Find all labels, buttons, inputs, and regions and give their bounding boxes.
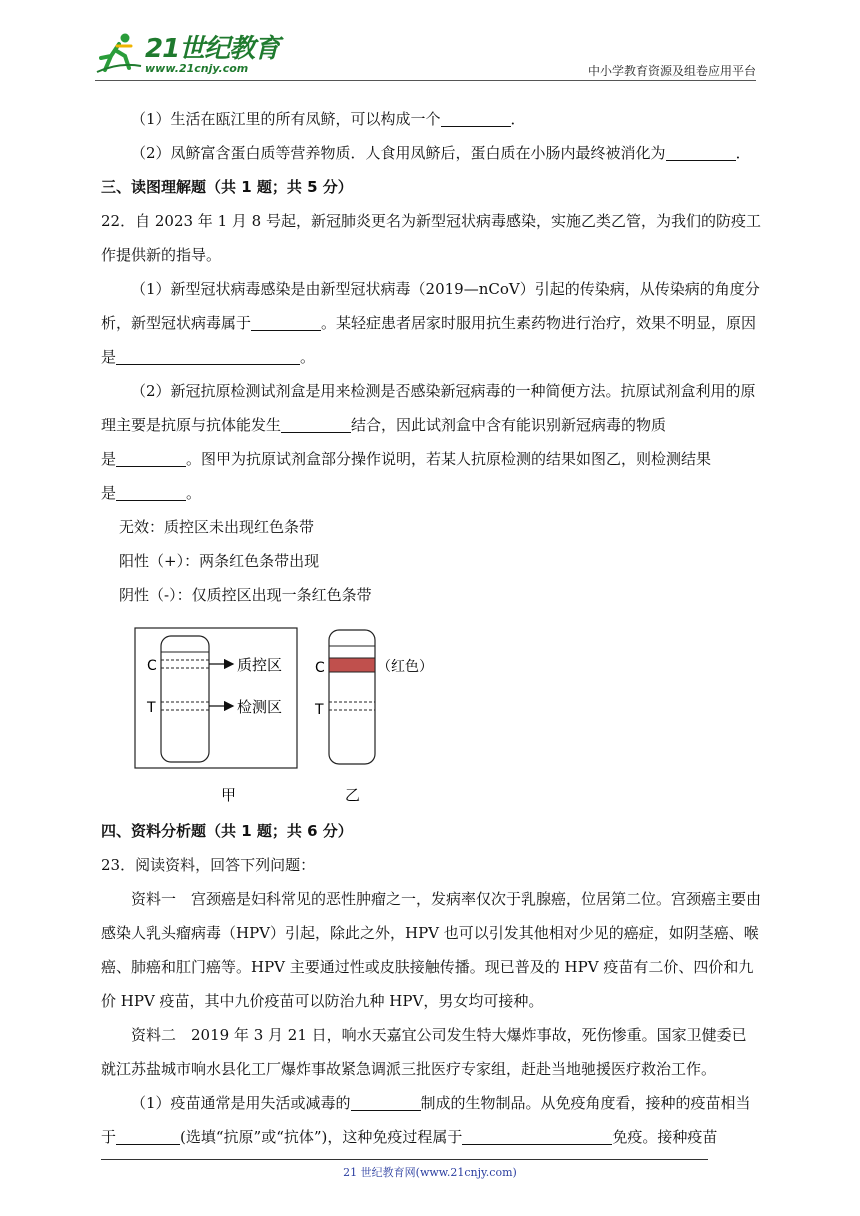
test-zone-label: 检测区 xyxy=(237,698,283,716)
q22-p1-text-b: 。某轻症患者居家时服用抗生素药物进行治疗，效果不明显，原因是 xyxy=(101,314,757,366)
q22-part2-cont xyxy=(101,442,761,476)
control-band-red xyxy=(329,658,375,672)
control-zone-label: 质控区 xyxy=(237,656,283,674)
q23-p1-text-a: （1）疫苗通常是用失活或减毒的 xyxy=(131,1094,351,1112)
header-divider xyxy=(95,80,756,81)
test-kit-diagram xyxy=(131,614,451,814)
q22-p2-text-d: 。图甲为抗原试剂盒部分操作说明，若某人抗原检测的结果如图乙，则检测结果 xyxy=(186,450,712,468)
answer-blank[interactable] xyxy=(116,346,300,365)
figure-b-t-label: T xyxy=(315,702,324,718)
answer-blank[interactable] xyxy=(251,312,321,331)
answer-blank[interactable] xyxy=(116,482,186,501)
q21-sub2 xyxy=(101,136,761,170)
figure-a-caption: 甲 xyxy=(221,786,237,804)
rule-positive: 阳性（+）：两条红色条带出现 xyxy=(119,552,320,570)
q22-p2-text-e: 是 xyxy=(101,484,117,502)
q22-p1-text-a: （1）新型冠状病毒感染是由新型冠状病毒（2019—nCoV）引起的传染病，从传染病的角度分析，新型冠状病毒属于 xyxy=(101,280,760,332)
red-note-label: （红色） xyxy=(377,659,433,675)
footer-divider xyxy=(101,1159,708,1160)
material-2: 资料二 2019 年 3 月 21 日，响水天嘉宜公司发生特大爆炸事故，死伤惨重。国家卫健委已就江苏盐城市响水县化工厂爆炸事故紧急调派三批医疗专家组，赶赴当地驰援医疗救治工作。 xyxy=(101,1026,747,1078)
q23-stem: 23．阅读资料，回答下列问题： xyxy=(101,856,316,874)
q22-part1 xyxy=(101,272,761,374)
q22-p2-end: 。 xyxy=(186,484,202,502)
figure-a-t-label: T xyxy=(147,700,156,716)
q22-p2-text-c: 是 xyxy=(101,450,117,468)
q22-p2-text-b: 结合，因此试剂盒中含有能识别新冠病毒的物质 xyxy=(351,416,667,434)
answer-blank[interactable] xyxy=(116,448,186,467)
answer-blank[interactable] xyxy=(281,414,351,433)
page-header xyxy=(0,0,860,84)
q21-sub2-text: （2）凤鲚富含蛋白质等营养物质．人食用凤鲚后，蛋白质在小肠内最终被消化为 xyxy=(131,144,666,162)
header-tagline: 中小学教育资源及组卷应用平台 xyxy=(587,64,756,78)
q21-sub1-end: ． xyxy=(510,110,526,128)
q23-p1-text-c: (选填“抗原”或“抗体”)，这种免疫过程属于 xyxy=(180,1128,463,1146)
runner-logo-icon xyxy=(95,32,143,74)
q22-part2-end xyxy=(101,476,761,510)
material-1: 资料一 宫颈癌是妇科常见的恶性肿瘤之一，发病率仅次于乳腺癌，位居第二位。宫颈癌主要由感染人乳头瘤病毒（HPV）引起，除此之外，HPV 也可以引发其他相对少见的癌症，如阴茎癌、喉癌、肺癌和肛门癌等。HPV 主要通过性或皮肤接触传播。现已普及的 HPV 疫苗有二价、四价和九价 HPV 疫苗，其中九价疫苗可以防治九种 HPV，男女均可接种。 xyxy=(101,890,762,1010)
logo-title: 21世纪教育 xyxy=(145,34,280,64)
rule-invalid: 无效：质控区未出现红色条带 xyxy=(119,518,315,536)
answer-blank[interactable] xyxy=(462,1126,612,1145)
q23-part1 xyxy=(101,1086,761,1154)
q22-stem: 22．自 2023 年 1 月 8 号起，新冠肺炎更名为新型冠状病毒感染，实施乙类乙管，为我们的防疫工作提供新的指导。 xyxy=(101,212,761,264)
q23-p1-text-b: 制成的生物制品。从免疫角度看，接种的疫苗相当于 xyxy=(101,1094,751,1146)
q21-sub1 xyxy=(101,102,761,136)
rule-negative: 阴性（-）：仅质控区出现一条红色条带 xyxy=(119,586,372,604)
answer-blank[interactable] xyxy=(441,108,511,127)
answer-blank[interactable] xyxy=(666,142,736,161)
figure-b-strip xyxy=(329,630,375,764)
section-4-title: 四、资料分析题（共 1 题；共 6 分） xyxy=(101,822,353,840)
figure-b-c-label: C xyxy=(315,660,325,676)
logo-url: www.21cnjy.com xyxy=(145,62,249,75)
q23-p1-text-d: 免疫。接种疫苗 xyxy=(612,1128,718,1146)
site-logo[interactable] xyxy=(95,32,279,74)
figure-b-caption: 乙 xyxy=(345,786,361,804)
document-body xyxy=(101,102,761,1154)
q22-part2 xyxy=(101,374,761,442)
page-footer[interactable]: 21 世纪教育网(www.21cnjy.com) xyxy=(343,1166,517,1179)
q21-sub2-end: ． xyxy=(735,144,751,162)
test-kit-figure xyxy=(101,614,761,814)
figure-a-c-label: C xyxy=(147,658,157,674)
q21-sub1-text: （1）生活在瓯江里的所有凤鲚，可以构成一个 xyxy=(131,110,441,128)
q22-p1-end: 。 xyxy=(300,348,316,366)
answer-blank[interactable] xyxy=(351,1092,421,1111)
answer-blank[interactable] xyxy=(116,1126,180,1145)
q22-p2-text-a: （2）新冠抗原检测试剂盒是用来检测是否感染新冠病毒的一种简便方法。抗原试剂盒利用的原理主要是抗原与抗体能发生 xyxy=(101,382,756,434)
figure-a-strip xyxy=(161,636,209,762)
section-3-title: 三、读图理解题（共 1 题；共 5 分） xyxy=(101,178,353,196)
